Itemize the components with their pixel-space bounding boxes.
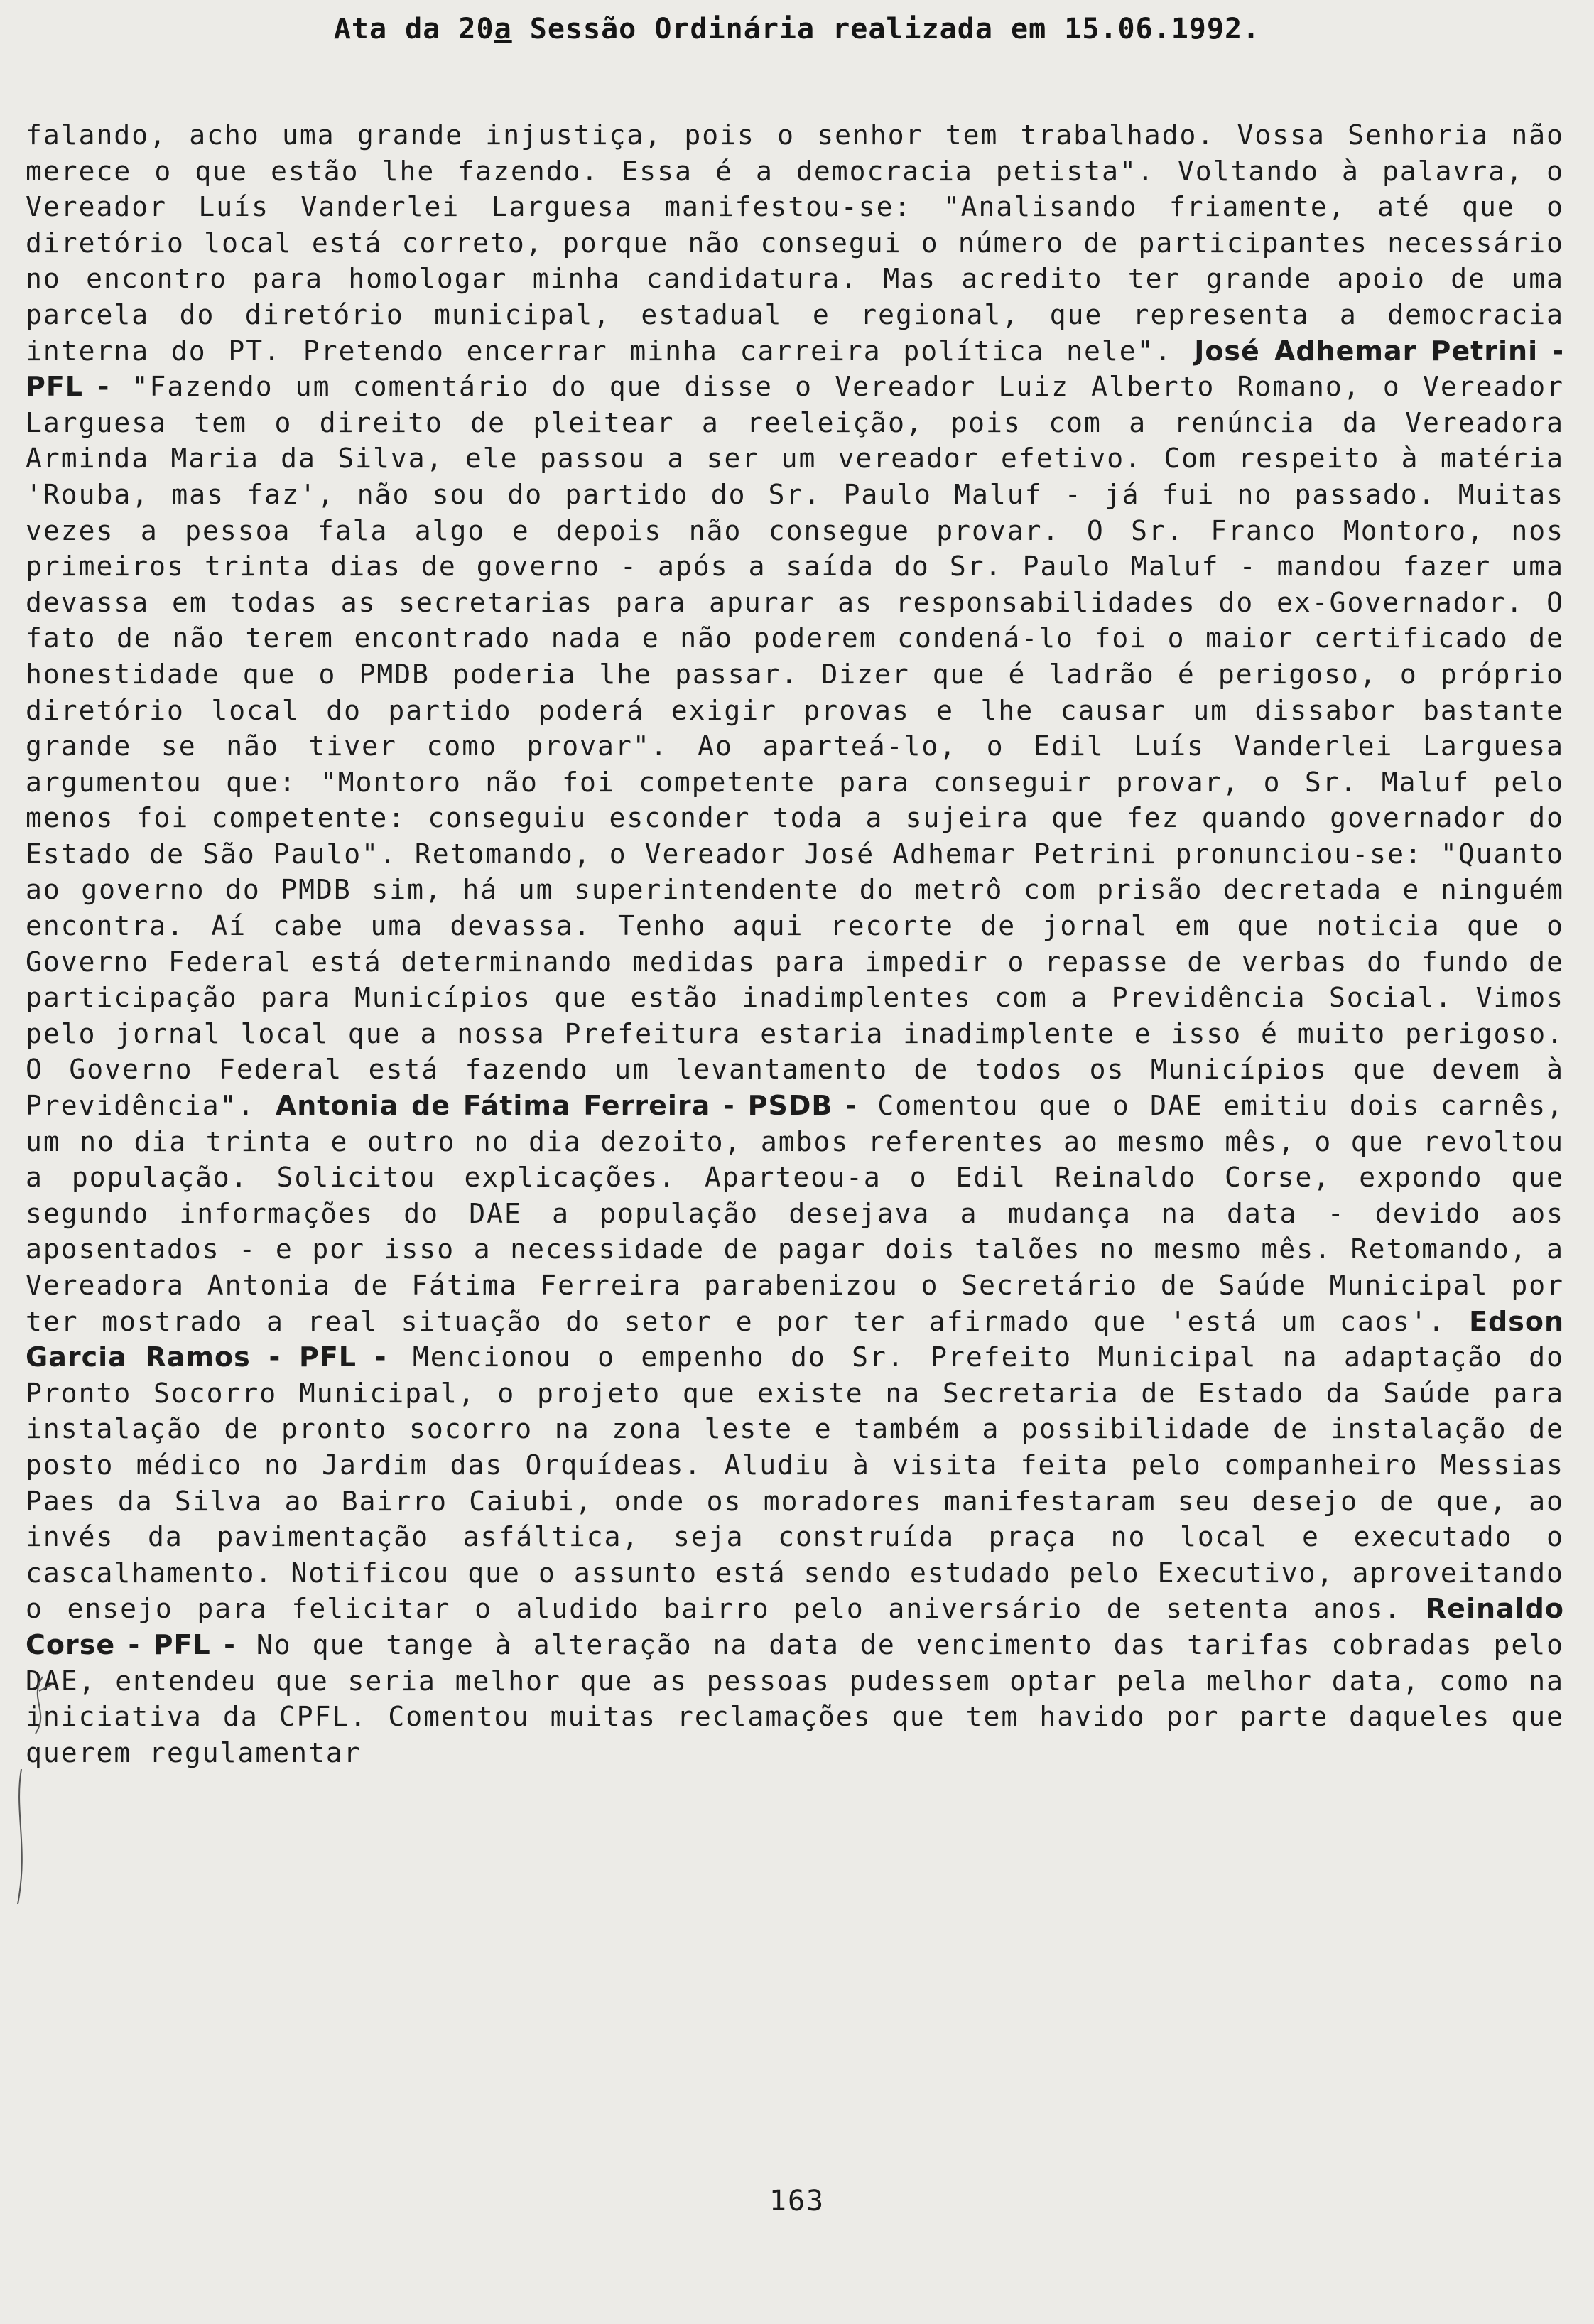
handwritten-margin-mark <box>0 1670 64 1925</box>
title-ordinal: a <box>494 13 512 45</box>
minutes-paragraph <box>26 117 1564 1771</box>
page-number: 163 <box>769 2185 825 2217</box>
page-title <box>0 13 1594 45</box>
title-prefix: Ata da 20 <box>333 13 494 45</box>
title-suffix: Sessão Ordinária realizada em 15.06.1992. <box>511 13 1261 45</box>
speaker-name: Antonia de Fátima Ferreira - PSDB - <box>275 1090 857 1122</box>
minutes-body <box>26 117 1564 1771</box>
text-segment: No que tange à alteração na data de vencimento das tarifas cobradas pelo DAE, entendeu que seria melhor que as pessoas pudessem optar pela melhor data, como na iniciativa da CPFL. Comentou muitas reclamações que tem havido por parte daqueles que querem regulamentar <box>26 1628 1564 1768</box>
speaker-name: José Adhemar Petrini - PFL - <box>26 335 1564 403</box>
text-segment: Mencionou o empenho do Sr. Prefeito Municipal na adaptação do Pronto Socorro Municipal, o projeto que existe na Secretaria de Estado da Saúde para instalação de pronto socorro na zona leste e também a possibilidade de instalação de posto médico no Jardim das Orquídeas. Aludiu à visita feita pelo companheiro Messias Paes da Silva ao Bairro Caiubi, onde os moradores manifestaram seu desejo de que, ao invés da pavimentação asfáltica, seja construída praça no local e executado o cascalhamento. Notificou que o assunto está sendo estudado pelo Executivo, aproveitando o ensejo para felicitar o aludido bairro pelo aniversário de setenta anos. <box>26 1341 1564 1625</box>
text-segment: "Fazendo um comentário do que disse o Vereador Luiz Alberto Romano, o Vereador Larguesa tem o direito de pleitear a reeleição, pois com a renúncia da Vereadora Arminda Maria da Silva, ele passou a ser um vereador efetivo. Com respeito à matéria 'Rouba, mas faz', não sou do partido do Sr. Paulo Maluf - já fui no passado. Muitas vezes a pessoa fala algo e depois não consegue provar. O Sr. Franco Montoro, nos primeiros trinta dias de governo - após a saída do Sr. Paulo Maluf - mandou fazer uma devassa em todas as secretarias para apurar as responsabilidades do ex-Governador. O fato de não terem encontrado nada e não poderem condená-lo foi o maior certificado de honestidade que o PMDB poderia lhe passar. Dizer que é ladrão é perigoso, o próprio diretório local do partido poderá exigir provas e lhe causar um dissabor bastante grande se não tiver como provar". Ao aparteá-lo, o Edil Luís Vanderlei Larguesa argumentou que: "Montoro não foi competente para conseguir provar, o Sr. Maluf pelo menos foi competente: conseguiu esconder toda a sujeira que fez quando governador do Estado de São Paulo". Retomando, o Vereador José Adhemar Petrini pronunciou-se: "Quanto ao governo do PMDB sim, há um superintendente do metrô com prisão decretada e ninguém encontra. Aí cabe uma devassa. Tenho aqui recorte de jornal em que noticia que o Governo Federal está determinando medidas para impedir o repasse de verbas do fundo de participação para Municípios que estão inadimplentes com a Previdência Social. Vimos pelo jornal local que a nossa Prefeitura estaria inadimplente e isso é muito perigoso. O Governo Federal está fazendo um levantamento de todos os Municípios que devem à Previdência". <box>26 371 1564 1122</box>
text-segment: Comentou que o DAE emitiu dois carnês, um no dia trinta e outro no dia dezoito, ambos referentes ao mesmo mês, o que revoltou a população. Solicitou explicações. Aparteou-a o Edil Reinaldo Corse, expondo que segundo informações do DAE a população desejava a mudança na data - devido aos aposentados - e por isso a necessidade de pagar dois talões no mesmo mês. Retomando, a Vereadora Antonia de Fátima Ferreira parabenizou o Secretário de Saúde Municipal por ter mostrado a real situação do setor e por ter afirmado que 'está um caos'. <box>26 1090 1564 1337</box>
speaker-name: Reinaldo Corse - PFL - <box>26 1593 1564 1660</box>
text-segment: falando, acho uma grande injustiça, pois o senhor tem trabalhado. Vossa Senhoria não merece o que estão lhe fazendo. Essa é a democracia petista". Voltando à palavra, o Vereador Luís Vanderlei Larguesa manifestou-se: "Analisando friamente, até que o diretório local está correto, porque não consegui o número de participantes necessário no encontro para homologar minha candidatura. Mas acredito ter grande apoio de uma parcela do diretório municipal, estadual e regional, que representa a democracia interna do PT. Pretendo encerrar minha carreira política nele". <box>26 119 1564 367</box>
speaker-name: Edson Garcia Ramos - PFL - <box>26 1305 1564 1373</box>
